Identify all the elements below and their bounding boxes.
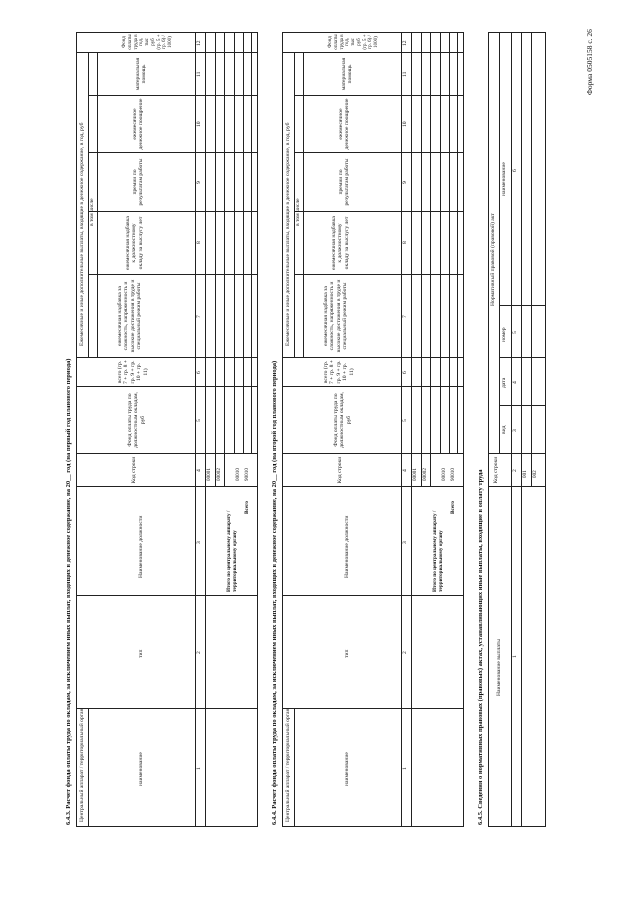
col-num: 8 <box>402 241 408 244</box>
col-num: 12 <box>402 40 408 46</box>
hdr-incl: в том числе <box>295 198 301 226</box>
col-num: 2 <box>402 651 408 654</box>
hdr-c7: ежемесячная надбавка за сложность, напряженность и высокие достижения в труде и специальный режим работы <box>117 279 143 353</box>
grand-total-label: Всего <box>244 501 250 514</box>
hdr-total: всего (гр. 7 + гр. 8 + гр. 9 + гр. 10 + гр. 11) <box>323 360 355 384</box>
col-num: 4 <box>196 469 202 472</box>
hdr-act-name: наименование <box>501 162 507 196</box>
hdr-code: Код строки <box>337 456 343 484</box>
hdr-fund-salary: Фонд оплаты труда по должностным окладам, руб <box>127 392 146 448</box>
hdr-number: номер <box>501 327 507 342</box>
form-number: Форма 0505158 с. 26 <box>585 29 594 95</box>
hdr-type: тип <box>344 649 350 658</box>
hdr-name: наименование <box>344 752 350 786</box>
row-code: 002 <box>532 470 538 478</box>
hdr-c11: материальная помощь <box>135 57 148 91</box>
hdr-code: Код строки <box>493 456 499 484</box>
col-num: 11 <box>196 71 202 77</box>
hdr-name: наименование <box>138 752 144 786</box>
hdr-total: всего (гр. 7 + гр. 8 + гр. 9 + гр. 10 + гр. 11) <box>117 360 149 384</box>
hdr-monthly-other: Ежемесячные и иные дополнительные выплаты, входящие в денежное содержание, в год, руб <box>79 122 85 346</box>
table-645 <box>488 32 546 827</box>
col-num: 3 <box>402 541 408 544</box>
hdr-position: Наименование должности <box>138 515 144 578</box>
hdr-incl: в том числе <box>89 198 95 226</box>
hdr-type: тип <box>138 649 144 658</box>
col-num: 6 <box>512 169 518 172</box>
col-num: 11 <box>402 71 408 77</box>
row-code: 00002 <box>216 468 222 481</box>
col-num: 3 <box>196 541 202 544</box>
hdr-c9: премии по результатам работы <box>132 158 145 206</box>
total-central-code: 00010 <box>235 468 241 481</box>
hdr-date: дата <box>501 377 507 388</box>
col-num: 2 <box>196 651 202 654</box>
grand-total-code: 90010 <box>244 468 250 481</box>
row-code: 001 <box>522 470 528 478</box>
hdr-c10: ежемесячное денежное поощрение <box>132 98 145 150</box>
col-num: 12 <box>196 40 202 46</box>
hdr-c7: ежемесячная надбавка за сложность, напряженность и высокие достижения в труде и специальный режим работы <box>323 279 349 353</box>
hdr-c9: премии по результатам работы <box>338 158 351 206</box>
hdr-fund-salary: Фонд оплаты труда по должностным окладам, руб <box>333 392 352 448</box>
hdr-kind: вид <box>501 425 507 434</box>
col-num: 1 <box>512 655 518 658</box>
hdr-org: Центральный аппарат / территориальный орган <box>79 708 85 822</box>
row-code: 00001 <box>206 468 212 481</box>
col-num: 5 <box>402 419 408 422</box>
hdr-c8: ежемесячная надбавка к должностному окладу за выслугу лет <box>125 216 144 270</box>
hdr-payment-name: Наименование выплаты <box>496 639 502 696</box>
hdr-monthly-other: Ежемесячные и иные дополнительные выплаты, входящие в денежное содержание, в год, руб <box>285 122 291 346</box>
col-num: 6 <box>402 371 408 374</box>
col-num: 5 <box>196 419 202 422</box>
grand-total-label: Всего <box>450 501 456 514</box>
section-645-title: 6.4.5. Сведения о нормативных правовых (правовых) актах, устанавливающих иные выплаты, входящие в оплату труда <box>477 469 484 825</box>
col-num: 3 <box>512 429 518 432</box>
col-num: 2 <box>512 469 518 472</box>
col-num: 4 <box>402 469 408 472</box>
col-num: 8 <box>196 241 202 244</box>
hdr-c11: материальная помощь <box>341 57 354 91</box>
total-central-label: Итого по центральному аппарату / территориальному органу <box>226 510 238 592</box>
hdr-act: Нормативный правовой (правовой) акт <box>490 213 496 306</box>
grand-total-code: 90010 <box>450 468 456 481</box>
col-num: 5 <box>512 331 518 334</box>
hdr-org: Центральный аппарат / территориальный орган <box>285 708 291 822</box>
row-code: 00002 <box>422 468 428 481</box>
col-num: 6 <box>196 371 202 374</box>
col-num: 9 <box>196 181 202 184</box>
col-num: 1 <box>402 767 408 770</box>
hdr-fund-total: Фонд оплаты труда в год, тыс руб (гр. 5 + гр. 6) / 1000) <box>122 34 173 50</box>
section-644-title: 6.4.4. Расчет фонда оплаты труда по окладам, за исключением иных выплат, входящих в денежное содержание, на 20__ год (на второй год планового периода) <box>271 360 278 825</box>
total-central-label: Итого по центральному аппарату / территориальному органу <box>432 510 444 592</box>
table-644 <box>282 32 464 827</box>
hdr-c8: ежемесячная надбавка к должностному окладу за выслугу лет <box>331 216 350 270</box>
hdr-position: Наименование должности <box>344 515 350 578</box>
hdr-fund-total: Фонд оплаты труда в год, тыс руб (гр. 5 + гр. 6) / 1000) <box>328 34 379 50</box>
col-num: 10 <box>402 121 408 127</box>
col-num: 9 <box>402 181 408 184</box>
hdr-c10: ежемесячное денежное поощрение <box>338 98 351 150</box>
col-num: 4 <box>512 381 518 384</box>
table-643 <box>76 32 258 827</box>
section-643-title: 6.4.3. Расчет фонда оплаты труда по окладам, за исключением иных выплат, входящих в денежное содержание, на 20__ год (на первый год планового периода) <box>65 358 72 825</box>
col-num: 10 <box>196 121 202 127</box>
hdr-code: Код строки <box>131 456 137 484</box>
col-num: 7 <box>402 315 408 318</box>
total-central-code: 00010 <box>441 468 447 481</box>
col-num: 7 <box>196 315 202 318</box>
col-num: 1 <box>196 767 202 770</box>
row-code: 00001 <box>412 468 418 481</box>
